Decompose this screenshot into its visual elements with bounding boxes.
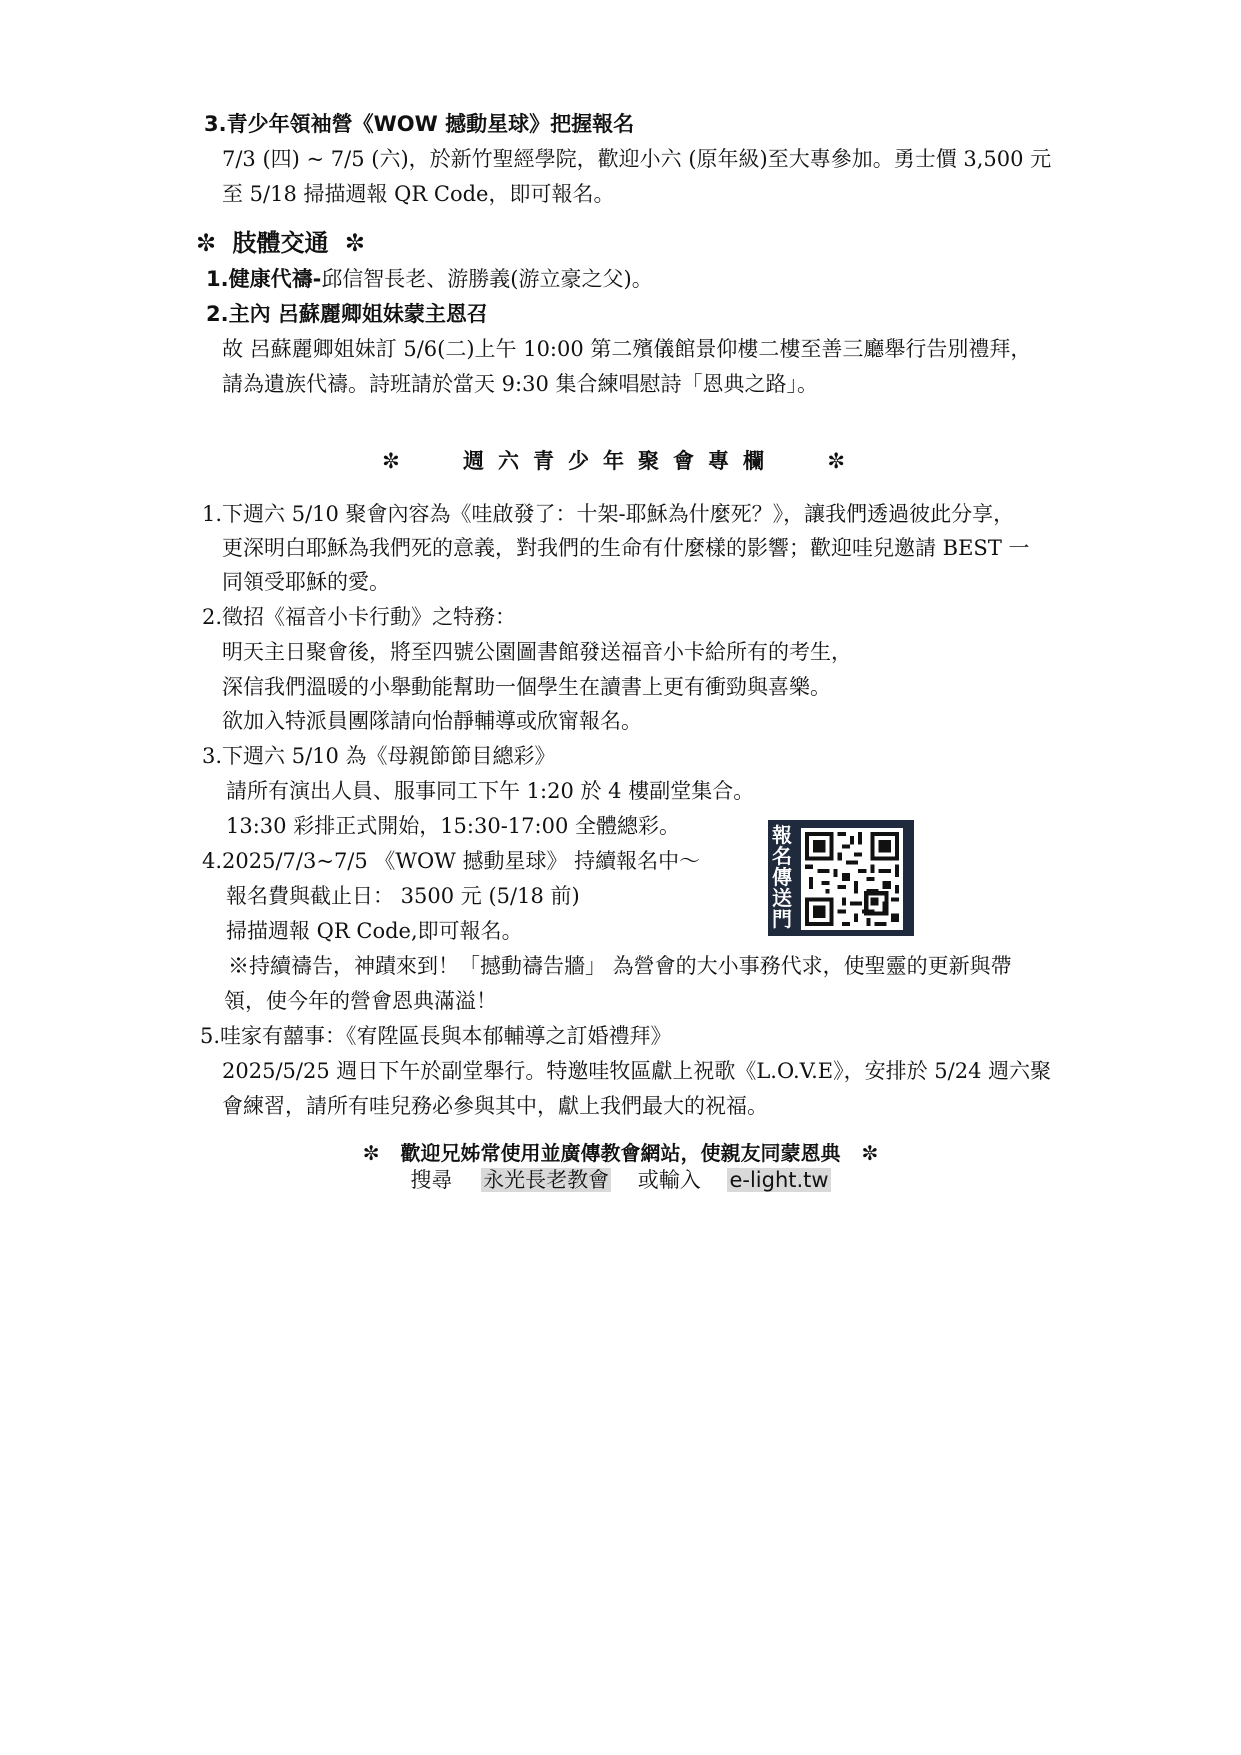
flower-icon: ✼ <box>196 229 217 257</box>
camp-line-2: 至 5/18 掃描週報 QR Code，即可報名。 <box>222 182 615 206</box>
qr-code-block[interactable] <box>768 820 914 936</box>
youth-line: 13:30 彩排正式開始，15:30-17:00 全體總彩。 <box>226 814 681 838</box>
body-section-title: 肢體交通 <box>232 229 329 257</box>
flower-icon: ✼ <box>344 229 365 257</box>
flower-icon: ✼ <box>382 449 414 473</box>
footer-search-line <box>0 1165 1241 1195</box>
memorial-line-2: 請為遺族代禱。詩班請於當天 9:30 集合練唱慰詩「恩典之路」。 <box>222 372 819 396</box>
youth-line: 掃描週報 QR Code,即可報名。 <box>226 919 523 943</box>
youth-line: 3.下週六 5/10 為《母親節節目總彩》 <box>202 744 556 768</box>
qr-label: 報名傳送門 <box>772 823 792 931</box>
memorial-line-1: 故 呂蘇麗卿姐妹訂 5/6(二)上午 10:00 第二殯儀館景仰樓二樓至善三廳舉行告別禮拜， <box>222 337 1032 361</box>
youth-line: 欲加入特派員團隊請向怡靜輔導或欣甯報名。 <box>222 709 642 733</box>
footer-heading <box>0 1140 1241 1166</box>
youth-line: 領，使今年的營會恩典滿溢！ <box>224 989 497 1013</box>
youth-section-heading <box>0 446 1241 476</box>
youth-line: 明天主日聚會後，將至四號公園圖書館發送福音小卡給所有的考生， <box>222 640 852 664</box>
prayer-item-1 <box>206 264 653 294</box>
qr-code-icon[interactable] <box>801 828 903 930</box>
youth-line: 同領受耶穌的愛。 <box>222 570 390 594</box>
body-section-heading <box>196 228 365 258</box>
youth-line: 會練習，請所有哇兒務必參與其中，獻上我們最大的祝福。 <box>222 1094 768 1118</box>
flower-icon: ✼ <box>827 449 859 473</box>
search-term[interactable]: 永光長老教會 <box>483 1168 610 1192</box>
memorial-heading: 2.主內 呂蘇麗卿姐妹蒙主恩召 <box>206 302 488 326</box>
youth-line: 報名費與截止日： 3500 元 (5/18 前) <box>226 884 580 908</box>
website-url-link[interactable]: e-light.tw <box>729 1168 829 1192</box>
camp-heading: 3.青少年領袖營《WOW 撼動星球》把握報名 <box>204 112 635 136</box>
youth-line: 2.徵招《福音小卡行動》之特務： <box>202 605 517 629</box>
or-label: 或輸入 <box>637 1168 701 1192</box>
flower-icon: ✼ <box>362 1141 380 1165</box>
youth-section-title: 週六青少年聚會專欄 <box>463 449 778 473</box>
flower-icon: ✼ <box>861 1141 879 1165</box>
youth-line: 5.哇家有囍事：《宥陞區長與本郁輔導之訂婚禮拜》 <box>200 1024 672 1048</box>
search-label: 搜尋 <box>410 1168 453 1192</box>
youth-line: ※持續禱告，神蹟來到！「撼動禱告牆」 為營會的大小事務代求，使聖靈的更新與帶 <box>228 954 1012 978</box>
prayer-item-1-text: 邱信智長老、游勝義(游立豪之父)。 <box>321 267 653 291</box>
prayer-item-1-label: 1.健康代禱- <box>206 267 322 291</box>
youth-line: 請所有演出人員、服事同工下午 1:20 於 4 樓副堂集合。 <box>226 779 755 803</box>
youth-line: 1.下週六 5/10 聚會內容為《哇啟發了：十架-耶穌為什麼死？》，讓我們透過彼此分享， <box>202 502 1015 526</box>
youth-line: 4.2025/7/3~7/5 《WOW 撼動星球》 持續報名中～ <box>202 849 701 873</box>
youth-line: 更深明白耶穌為我們死的意義，對我們的生命有什麼樣的影響；歡迎哇兒邀請 BEST 一 <box>222 536 1030 560</box>
camp-line-1: 7/3 (四) ~ 7/5 (六)，於新竹聖經學院，歡迎小六 (原年級)至大專參加。勇士價 3,500 元 <box>222 147 1052 171</box>
youth-line: 2025/5/25 週日下午於副堂舉行。特邀哇牧區獻上祝歌《L.O.V.E》，安排於 5/24 週六聚 <box>222 1059 1052 1083</box>
footer-heading-text: 歡迎兄姊常使用並廣傳教會網站，使親友同蒙恩典 <box>400 1141 841 1165</box>
youth-line: 深信我們溫暖的小舉動能幫助一個學生在讀書上更有衝勁與喜樂。 <box>222 675 831 699</box>
